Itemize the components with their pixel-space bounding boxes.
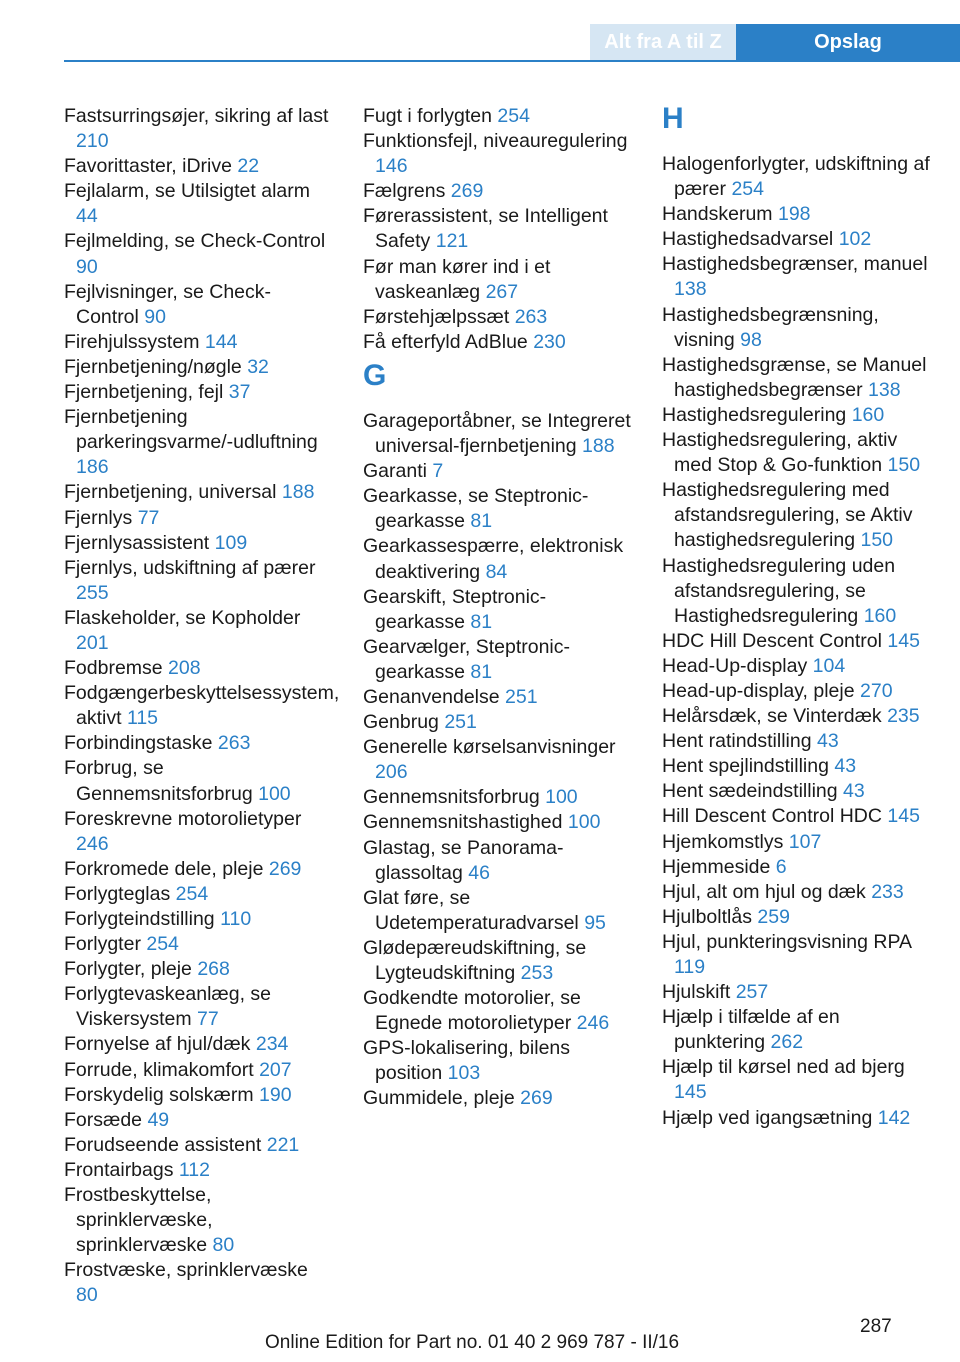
index-page-link[interactable]: 235 bbox=[887, 705, 920, 728]
index-page-link[interactable]: 267 bbox=[485, 280, 519, 303]
index-entry bbox=[662, 804, 930, 829]
index-page-link[interactable]: 270 bbox=[860, 679, 893, 702]
index-entry bbox=[363, 255, 631, 305]
index-page-link[interactable]: 77 bbox=[137, 506, 160, 529]
index-entry-term: Forlygtevaskeanlæg, se Viskersystem bbox=[64, 983, 272, 1031]
index-entry bbox=[363, 129, 631, 179]
index-entry-term: Fejlalarm, se Utilsigtet alarm bbox=[64, 180, 310, 203]
index-entry bbox=[64, 506, 332, 531]
index-page-link[interactable]: 255 bbox=[76, 581, 109, 604]
index-page-link[interactable]: 254 bbox=[731, 178, 764, 201]
index-entry bbox=[64, 1032, 332, 1057]
index-entry bbox=[662, 654, 930, 679]
index-entry bbox=[64, 1083, 332, 1108]
index-page-link[interactable]: 188 bbox=[281, 481, 315, 504]
index-entry-term: Hjemkomstlys bbox=[662, 830, 784, 853]
index-column-1 bbox=[64, 104, 340, 1309]
index-entry-term: Hjulskift bbox=[662, 981, 731, 1004]
index-entry bbox=[363, 986, 631, 1036]
index-entry bbox=[363, 886, 631, 936]
index-entry bbox=[662, 629, 930, 654]
index-entry bbox=[64, 756, 332, 806]
index-page-link[interactable]: 102 bbox=[838, 228, 872, 251]
index-column-3 bbox=[662, 104, 930, 1131]
index-page-link[interactable]: 90 bbox=[144, 305, 166, 328]
index-entry-term: Glastag, se Panorama-glassoltag bbox=[363, 836, 564, 884]
index-page-link[interactable]: 98 bbox=[740, 328, 762, 351]
index-page-link[interactable]: 46 bbox=[468, 861, 490, 884]
index-entry-term: Fugt i forlygten bbox=[363, 105, 492, 127]
index-entry bbox=[662, 679, 930, 704]
index-entry-term: Hastighedsadvarsel bbox=[662, 228, 834, 251]
index-entry bbox=[64, 179, 332, 229]
index-entry-term: Fjernbetjening parkeringsvarme/-udluftning bbox=[64, 406, 318, 454]
index-page-link[interactable]: 142 bbox=[877, 1106, 911, 1129]
index-page-link[interactable]: 43 bbox=[817, 730, 839, 753]
index-page-link[interactable]: 103 bbox=[447, 1062, 481, 1085]
index-page-link[interactable]: 186 bbox=[76, 456, 109, 479]
index-entry bbox=[363, 785, 631, 810]
index-page-link[interactable]: 207 bbox=[259, 1058, 292, 1081]
index-entry-term: Hastighedsregulering, aktiv med Stop & Go-funktion bbox=[662, 429, 898, 477]
index-entry bbox=[363, 484, 631, 534]
index-entry-term: Hent sædeindstilling bbox=[662, 780, 838, 803]
index-entry bbox=[64, 405, 332, 480]
index-page-link[interactable]: 80 bbox=[76, 1284, 98, 1307]
index-page-link[interactable]: 112 bbox=[178, 1158, 210, 1181]
index-entry bbox=[363, 1086, 631, 1111]
index-entry bbox=[363, 409, 631, 459]
index-entry bbox=[662, 1106, 930, 1131]
index-page-link[interactable]: 100 bbox=[567, 811, 601, 834]
index-entry bbox=[64, 1183, 332, 1258]
index-page-link[interactable]: 22 bbox=[237, 155, 260, 178]
index-entry bbox=[363, 204, 631, 254]
index-page-link[interactable]: 269 bbox=[450, 180, 484, 203]
index-page-link[interactable]: 6 bbox=[775, 855, 787, 878]
index-page-link[interactable]: 254 bbox=[175, 882, 209, 905]
index-entry bbox=[64, 982, 332, 1032]
index-entry bbox=[363, 104, 631, 129]
index-entry bbox=[64, 1108, 332, 1133]
index-entry-term: Fjernbetjening, fejl bbox=[64, 381, 224, 404]
index-entry-term: Førstehjælpssæt bbox=[363, 305, 510, 328]
index-entry-term: Glat føre, se Udetemperaturadvarsel bbox=[363, 886, 579, 934]
index-entry bbox=[363, 179, 631, 204]
index-page-link[interactable]: 100 bbox=[258, 782, 291, 805]
index-page-link[interactable]: 251 bbox=[505, 685, 538, 708]
index-entry bbox=[662, 152, 930, 202]
index-entry-term: Gennemsnitshastighed bbox=[363, 811, 563, 834]
index-page-link[interactable]: 254 bbox=[497, 105, 530, 127]
index-entry bbox=[64, 882, 332, 907]
index-entry-term: Garanti bbox=[363, 460, 427, 483]
index-entry-term: Forlygteglas bbox=[64, 882, 171, 905]
index-entry-term: Hjul, punkteringsvisning RPA bbox=[662, 930, 911, 953]
index-entry bbox=[662, 779, 930, 804]
index-entry bbox=[64, 355, 332, 380]
index-entry-term: Forbindingstaske bbox=[64, 732, 213, 755]
index-page-link[interactable]: 198 bbox=[777, 203, 811, 226]
index-entry-term: Handskerum bbox=[662, 203, 773, 226]
index-entry bbox=[662, 428, 930, 478]
index-page-link[interactable]: 37 bbox=[228, 381, 251, 404]
index-entry-term: Fejlmelding, se Check-Control bbox=[64, 230, 326, 253]
index-entry-term: Hastighedsbegrænser, manuel bbox=[662, 253, 928, 276]
index-entry bbox=[64, 907, 332, 932]
index-page-link[interactable]: 145 bbox=[887, 805, 920, 828]
index-entry bbox=[662, 353, 930, 403]
index-entry bbox=[363, 936, 631, 986]
index-page-link[interactable]: 138 bbox=[674, 278, 707, 301]
index-entry bbox=[662, 303, 930, 353]
index-entry-term: Garageportåbner, se Integreret universal-fjernbetjening bbox=[363, 409, 631, 458]
footer-edition: Online Edition for Part no. 01 40 2 969 787 - II/16 bbox=[265, 1332, 680, 1353]
index-page-link[interactable]: 160 bbox=[863, 604, 897, 627]
index-entry-term: Hastighedsregulering bbox=[662, 403, 847, 426]
index-entry bbox=[64, 1058, 332, 1083]
index-entry bbox=[363, 810, 631, 835]
index-entry bbox=[363, 1036, 631, 1086]
index-entry-term: Fjernbetjening, universal bbox=[64, 481, 277, 504]
index-entry-term: Hastighedsregulering uden afstandsregulering, se Hastighedsregulering bbox=[662, 554, 896, 627]
page-number: 287 bbox=[860, 1316, 892, 1337]
index-entry bbox=[64, 957, 332, 982]
index-page-link[interactable]: 188 bbox=[582, 435, 615, 458]
index-page-link[interactable]: 201 bbox=[76, 631, 109, 654]
index-entry-term: Hjemmeside bbox=[662, 855, 771, 878]
index-page-link[interactable]: 100 bbox=[545, 786, 578, 809]
index-entry-term: Foreskrevne motorolietyper bbox=[64, 807, 302, 830]
index-entry-term: Hent ratindstilling bbox=[662, 730, 812, 753]
index-entry-term: Funktionsfejl, niveauregulering bbox=[363, 130, 628, 153]
index-entry bbox=[363, 836, 631, 886]
index-entry-term: Fjernlysassistent bbox=[64, 531, 210, 554]
index-entry-term: Frontairbags bbox=[64, 1158, 174, 1181]
index-column-2 bbox=[363, 104, 631, 1112]
index-entry-term: Halogenforlygter, udskiftning af pærer bbox=[662, 153, 930, 201]
index-page-link[interactable]: 160 bbox=[851, 403, 885, 426]
index-entry bbox=[64, 1158, 332, 1183]
index-entry bbox=[363, 330, 631, 355]
index-entry-term: Gennemsnitsforbrug bbox=[363, 786, 540, 809]
index-page-link[interactable]: 234 bbox=[255, 1033, 289, 1056]
index-entry-term: Hill Descent Control HDC bbox=[662, 805, 882, 828]
index-page-link[interactable]: 81 bbox=[470, 510, 493, 533]
index-page-link[interactable]: 259 bbox=[757, 905, 790, 928]
index-entry-term: Forbrug, se Gennemsnitsforbrug bbox=[64, 757, 253, 805]
index-page-link[interactable]: 145 bbox=[674, 1081, 707, 1104]
index-entry-term: Frostbeskyttelse, sprinklervæske, sprinklervæske bbox=[64, 1184, 213, 1257]
index-page-link[interactable]: 246 bbox=[76, 832, 109, 855]
index-entry bbox=[64, 932, 332, 957]
index-entry bbox=[662, 905, 930, 930]
index-entry-term: Frostvæske, sprinklervæske bbox=[64, 1259, 308, 1282]
index-entry-term: Førerassistent, se Intelligent Safety bbox=[363, 205, 608, 253]
index-entry bbox=[662, 202, 930, 227]
index-entry-term: Forkromede dele, pleje bbox=[64, 857, 264, 880]
index-entry bbox=[64, 229, 332, 279]
index-page-link[interactable]: 190 bbox=[259, 1083, 292, 1106]
index-page-link[interactable]: 115 bbox=[126, 707, 159, 730]
index-entry-term: Head-up-display, pleje bbox=[662, 679, 855, 702]
index-entry-term: Gearkasse, se Steptronic-gearkasse bbox=[363, 485, 589, 533]
index-page-link[interactable]: 32 bbox=[247, 355, 269, 378]
index-page-link[interactable]: 263 bbox=[217, 732, 251, 755]
index-page-link[interactable]: 206 bbox=[375, 761, 408, 784]
index-entry-term: Genbrug bbox=[363, 711, 439, 734]
index-page-link[interactable]: 81 bbox=[470, 610, 493, 633]
index-page-link[interactable]: 269 bbox=[268, 857, 302, 880]
index-entry bbox=[662, 1055, 930, 1105]
index-entry-term: Flaskeholder, se Kopholder bbox=[64, 606, 301, 629]
index-page-link[interactable]: 43 bbox=[834, 755, 857, 778]
index-entry-term: Forudseende assistent bbox=[64, 1133, 262, 1156]
index-page-link[interactable]: 7 bbox=[432, 460, 444, 483]
index-entry bbox=[662, 729, 930, 754]
index-letter-heading: G bbox=[363, 358, 387, 392]
index-page-link[interactable]: 233 bbox=[871, 880, 904, 903]
index-page-link[interactable]: 221 bbox=[266, 1133, 300, 1156]
index-entry bbox=[363, 685, 631, 710]
index-entry bbox=[662, 930, 930, 980]
index-entry bbox=[662, 554, 930, 629]
index-entry bbox=[662, 1005, 930, 1055]
index-entry-term: Hastighedsregulering med afstandsregulering, se Aktiv hastighedsregulering bbox=[662, 479, 913, 552]
index-entry bbox=[662, 252, 930, 302]
index-page-link[interactable]: 208 bbox=[168, 657, 201, 680]
index-entry bbox=[64, 556, 332, 606]
index-page-link[interactable]: 210 bbox=[76, 130, 109, 153]
index-page-link[interactable]: 107 bbox=[788, 830, 822, 853]
index-entry-term: Gearvælger, Steptronic-gearkasse bbox=[363, 635, 571, 683]
index-entry-term: Forlygter, pleje bbox=[64, 958, 192, 981]
index-page-link[interactable]: 44 bbox=[76, 205, 98, 228]
index-entry bbox=[363, 635, 631, 685]
index-page-link[interactable]: 95 bbox=[584, 911, 606, 934]
index-entry bbox=[64, 154, 332, 179]
index-entry-term: Firehjulssystem bbox=[64, 330, 200, 353]
index-entry-term: Hastighedsgrænse, se Manuel hastighedsbegrænser bbox=[662, 353, 927, 401]
index-page-link[interactable]: 109 bbox=[214, 531, 248, 554]
index-page-link[interactable]: 119 bbox=[674, 956, 706, 978]
index-entry bbox=[662, 227, 930, 252]
index-entry bbox=[64, 807, 332, 857]
index-page-link[interactable]: 81 bbox=[470, 660, 493, 683]
index-page-link[interactable]: 269 bbox=[520, 1087, 553, 1110]
index-entry-term: Fjernlys, udskiftning af pærer bbox=[64, 556, 316, 579]
index-entry-term: Fodbremse bbox=[64, 657, 163, 680]
index-entry-term: Glødepæreudskiftning, se Lygteudskiftning bbox=[363, 936, 587, 984]
index-entry-term: Hjulboltlås bbox=[662, 905, 752, 928]
index-entry bbox=[64, 731, 332, 756]
index-entry-term: Favorittaster, iDrive bbox=[64, 155, 232, 178]
index-entry-term: Genanvendelse bbox=[363, 685, 500, 708]
index-page-link[interactable]: 121 bbox=[435, 230, 469, 253]
index-page-link[interactable]: 262 bbox=[770, 1031, 804, 1054]
index-entry-term: Head-Up-display bbox=[662, 654, 808, 677]
index-entry-term: Forsæde bbox=[64, 1108, 143, 1131]
index-page-link[interactable]: 257 bbox=[735, 981, 769, 1004]
index-page-link[interactable]: 43 bbox=[843, 780, 865, 803]
index-entry bbox=[662, 830, 930, 855]
index-entry-term: Hjul, alt om hjul og dæk bbox=[662, 880, 866, 903]
index-entry-term: Fodgængerbeskyttelsessystem, aktivt bbox=[64, 682, 340, 730]
index-entry-term: Hjælp til kørsel ned ad bjerg bbox=[662, 1056, 905, 1079]
index-entry-term: Helårsdæk, se Vinterdæk bbox=[662, 705, 882, 728]
index-page-link[interactable]: 104 bbox=[812, 654, 846, 677]
index-page-link[interactable]: 268 bbox=[197, 958, 230, 981]
index-entry bbox=[64, 606, 332, 656]
header-section-tab[interactable]: Alt fra A til Z bbox=[590, 24, 736, 61]
index-entry-term: GPS-lokalisering, bilens position bbox=[363, 1037, 571, 1085]
index-page-link[interactable]: 110 bbox=[220, 908, 252, 930]
index-page-link[interactable]: 253 bbox=[520, 962, 554, 984]
index-entry-term: Fjernbetjening/nøgle bbox=[64, 355, 242, 378]
index-page-link[interactable]: 150 bbox=[860, 529, 894, 552]
index-entry-term: Fastsurringsøjer, sikring af last bbox=[64, 105, 329, 127]
header-chapter-tab[interactable]: Opslag bbox=[736, 24, 960, 61]
index-entry bbox=[662, 403, 930, 428]
index-page-link[interactable]: 146 bbox=[375, 155, 408, 178]
index-page-link[interactable]: 84 bbox=[485, 560, 508, 583]
index-page-link[interactable]: 138 bbox=[868, 378, 901, 401]
index-entry-term: Gearskift, Steptronic-gearkasse bbox=[363, 585, 547, 633]
index-entry bbox=[64, 656, 332, 681]
index-entry-term: Fjernlys bbox=[64, 506, 133, 529]
index-entry-term: Forlygter bbox=[64, 933, 141, 956]
index-page-link[interactable]: 263 bbox=[514, 305, 548, 328]
index-entry-term: Fornyelse af hjul/dæk bbox=[64, 1033, 251, 1056]
index-page-link[interactable]: 246 bbox=[576, 1012, 610, 1035]
index-entry bbox=[64, 480, 332, 505]
index-entry-term: Før man kører ind i et vaskeanlæg bbox=[363, 255, 551, 303]
index-entry bbox=[662, 980, 930, 1005]
index-entry-term: Gummidele, pleje bbox=[363, 1087, 515, 1110]
index-entry bbox=[662, 478, 930, 553]
index-page-link[interactable]: 144 bbox=[204, 330, 238, 353]
index-letter-heading: H bbox=[662, 102, 684, 135]
index-page-link[interactable]: 90 bbox=[76, 255, 98, 278]
index-entry bbox=[64, 280, 332, 330]
index-entry-term: Godkendte motorolier, se Egnede motorolietyper bbox=[363, 987, 581, 1035]
index-entry bbox=[662, 754, 930, 779]
index-entry bbox=[363, 585, 631, 635]
index-entry bbox=[64, 104, 332, 154]
header-rule bbox=[64, 60, 960, 62]
index-entry bbox=[64, 681, 340, 731]
index-entry-term: Få efterfyld AdBlue bbox=[363, 330, 528, 353]
index-entry bbox=[363, 459, 631, 484]
index-entry bbox=[363, 305, 631, 330]
index-entry-term: Fælgrens bbox=[363, 180, 446, 203]
index-entry-term: Fejlvisninger, se Check-Control bbox=[64, 280, 271, 328]
index-entry-term: Hastighedsbegrænsning, visning bbox=[662, 303, 879, 351]
index-entry bbox=[64, 1133, 332, 1158]
index-entry-term: Forlygteindstilling bbox=[64, 908, 215, 930]
index-page-link[interactable]: 77 bbox=[197, 1008, 219, 1031]
index-entry bbox=[64, 531, 332, 556]
index-entry-term: Forrude, klimakomfort bbox=[64, 1058, 254, 1081]
index-page-link[interactable]: 150 bbox=[887, 454, 921, 477]
index-entry-term: Forskydelig solskærm bbox=[64, 1083, 254, 1106]
index-entry-term: Hjælp i tilfælde af en punktering bbox=[662, 1006, 840, 1054]
index-entry-term: Hjælp ved igangsætning bbox=[662, 1106, 873, 1129]
index-page-link[interactable]: 251 bbox=[444, 711, 477, 734]
index-entry bbox=[662, 880, 930, 905]
index-entry bbox=[363, 534, 631, 584]
index-page-link[interactable]: 49 bbox=[147, 1108, 170, 1131]
index-entry bbox=[662, 704, 930, 729]
index-page-link[interactable]: 254 bbox=[146, 933, 179, 956]
index-entry bbox=[64, 380, 332, 405]
index-entry bbox=[363, 710, 631, 735]
index-entry bbox=[363, 735, 631, 785]
index-entry-term: Hent spejlindstilling bbox=[662, 755, 829, 778]
index-entry-term: Generelle kørselsanvisninger bbox=[363, 736, 616, 759]
index-entry bbox=[662, 855, 930, 880]
index-entry bbox=[64, 330, 332, 355]
index-page-link[interactable]: 230 bbox=[533, 330, 566, 353]
index-page-link[interactable]: 145 bbox=[887, 629, 920, 652]
index-entry bbox=[64, 857, 332, 882]
index-page-link[interactable]: 80 bbox=[212, 1234, 235, 1257]
index-entry-term: HDC Hill Descent Control bbox=[662, 629, 882, 652]
index-entry-term: Gearkassespærre, elektronisk deaktivering bbox=[363, 535, 624, 583]
index-entry bbox=[64, 1258, 332, 1308]
